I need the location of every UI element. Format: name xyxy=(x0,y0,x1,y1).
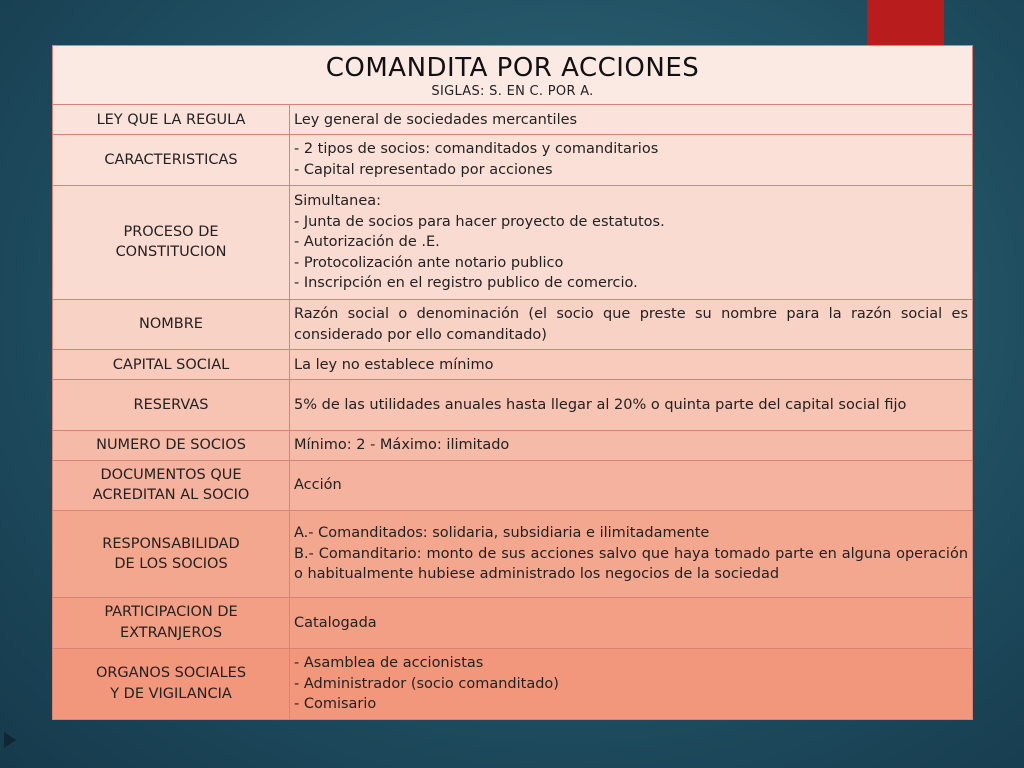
table-row xyxy=(53,185,973,300)
value-line: - Junta de socios para hacer proyecto de estatutos. xyxy=(294,213,665,230)
row-label: LEY QUE LA REGULA xyxy=(53,105,290,135)
table-row xyxy=(53,105,973,135)
value-paragraph: 5% de las utilidades anuales hasta llegar al 20% o quinta parte del capital social fijo xyxy=(294,396,907,413)
value-line: - Capital representado por acciones xyxy=(294,161,553,178)
row-value xyxy=(290,460,973,510)
value-line: A.- Comanditados: solidaria, subsidiaria e ilimitadamente xyxy=(294,525,710,542)
value-line: - Asamblea de accionistas xyxy=(294,655,484,672)
table-subtitle: SIGLAS: S. EN C. POR A. xyxy=(431,84,594,100)
row-label: CARACTERISTICAS xyxy=(53,135,290,185)
table-row xyxy=(53,648,973,719)
value-line: - Protocolización ante notario publico xyxy=(294,254,564,271)
value-line: - Comisario xyxy=(294,696,377,713)
table-row xyxy=(53,350,973,380)
row-label: DOCUMENTOS QUE ACREDITAN AL SOCIO xyxy=(53,460,290,510)
value-line: Mínimo: 2 - Máximo: ilimitado xyxy=(294,436,510,453)
row-label: NUMERO DE SOCIOS xyxy=(53,430,290,460)
row-value xyxy=(290,598,973,648)
accent-bar xyxy=(867,0,944,46)
value-paragraph: B.- Comanditario: monto de sus acciones salvo que haya tomado parte en alguna operación o habitualmente hubiese administrado los negocios de la sociedad xyxy=(294,545,969,583)
row-label: RESPONSABILIDAD DE LOS SOCIOS xyxy=(53,511,290,598)
table-row xyxy=(53,380,973,430)
table-row xyxy=(53,300,973,350)
value-line: - 2 tipos de socios: comanditados y comanditarios xyxy=(294,141,659,158)
row-label: PARTICIPACION DE EXTRANJEROS xyxy=(53,598,290,648)
value-paragraph: Razón social o denominación (el socio que preste su nombre para la razón social es considerado por ello comanditado) xyxy=(294,306,969,343)
row-value xyxy=(290,105,973,135)
value-line: Catalogada xyxy=(294,614,377,631)
company-info-table xyxy=(52,45,973,720)
row-label: PROCESO DE CONSTITUCION xyxy=(53,185,290,300)
row-label: ORGANOS SOCIALES Y DE VIGILANCIA xyxy=(53,648,290,719)
value-line: Simultanea: xyxy=(294,193,382,210)
row-value xyxy=(290,430,973,460)
slide-arrow-icon xyxy=(4,732,16,748)
row-label: RESERVAS xyxy=(53,380,290,430)
table-row xyxy=(53,598,973,648)
title-row xyxy=(53,46,973,105)
row-value xyxy=(290,135,973,185)
row-value xyxy=(290,185,973,300)
table-row xyxy=(53,430,973,460)
value-line: Acción xyxy=(294,477,342,494)
value-line: Ley general de sociedades mercantiles xyxy=(294,111,578,128)
value-line: La ley no establece mínimo xyxy=(294,356,494,373)
table-row xyxy=(53,511,973,598)
title-cell xyxy=(53,46,973,105)
row-value xyxy=(290,511,973,598)
row-value xyxy=(290,300,973,350)
row-label: NOMBRE xyxy=(53,300,290,350)
row-value xyxy=(290,648,973,719)
table-title: COMANDITA POR ACCIONES xyxy=(325,53,700,84)
value-line: - Inscripción en el registro publico de comercio. xyxy=(294,275,638,292)
value-line: - Autorización de .E. xyxy=(294,234,440,251)
row-value xyxy=(290,350,973,380)
table-row xyxy=(53,135,973,185)
row-value xyxy=(290,380,973,430)
value-line: - Administrador (socio comanditado) xyxy=(294,675,559,692)
row-label: CAPITAL SOCIAL xyxy=(53,350,290,380)
table-row xyxy=(53,460,973,510)
